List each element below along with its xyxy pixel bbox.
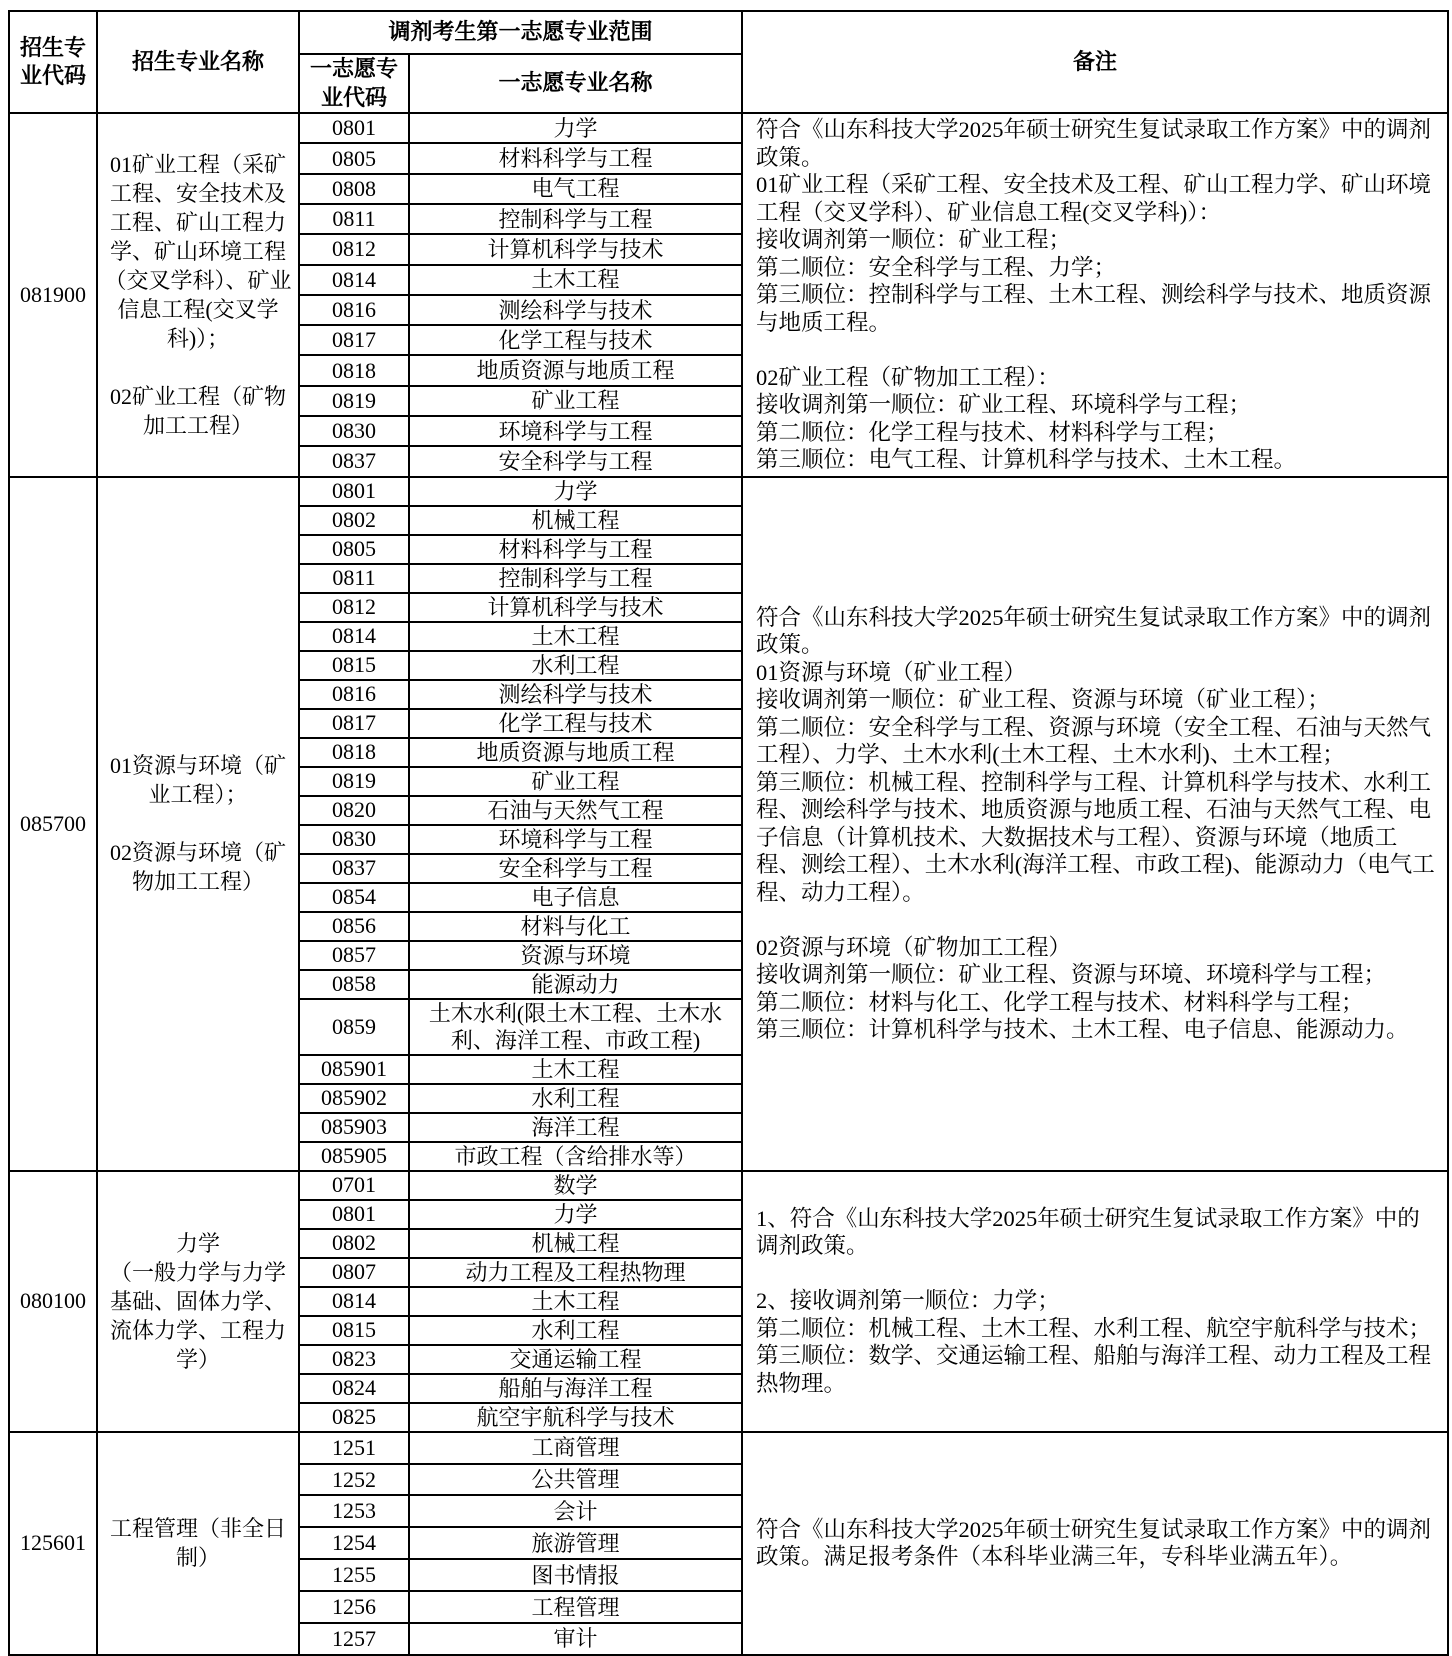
para-blank [102, 809, 294, 838]
first-choice-code-cell: 0814 [299, 622, 409, 651]
line: 接收调剂第一顺位：矿业工程、环境科学与工程； [756, 392, 1252, 418]
table-body [9, 113, 1448, 1655]
line: 第三顺位：机械工程、控制科学与工程、计算机科学与技术、水利工程、测绘科学与技术、地质资源与地质工程、石油与天然气工程、电子信息（计算机技术、大数据技术与工程）、资源与环境（地质工程、测绘工程）、土木水利(海洋工程、市政工程)、能源动力（电气工程、动力工程）。 [756, 769, 1435, 905]
line: 第三顺位：数学、交通运输工程、船舶与海洋工程、动力工程及工程热物理。 [756, 1343, 1432, 1396]
first-choice-code-cell: 0815 [299, 1316, 409, 1345]
first-choice-name-cell: 矿业工程 [409, 767, 742, 796]
line: 01矿业工程（采矿工程、安全技术及工程、矿山工程力学、矿山环境工程（交叉学科）、矿业信息工程(交叉学科)）： [756, 172, 1432, 225]
line: 2、接收调剂第一顺位：力学； [756, 1288, 1060, 1314]
first-choice-code-cell: 0819 [299, 767, 409, 796]
admission-code-cell: 080100 [9, 1171, 97, 1432]
line: 第二顺位：安全科学与工程、资源与环境（安全工程、石油与天然气工程）、力学、土木水利(土木工程、土木水利)、土木工程； [756, 714, 1432, 768]
first-choice-code-cell: 0807 [299, 1258, 409, 1287]
first-choice-name-cell: 交通运输工程 [409, 1345, 742, 1374]
first-choice-name-cell: 会计 [409, 1495, 742, 1527]
first-choice-name-cell: 土木工程 [409, 622, 742, 651]
first-choice-code-cell: 0701 [299, 1171, 409, 1200]
first-choice-name-cell: 水利工程 [409, 1084, 742, 1113]
para: 02矿业工程（矿物加工工程） [109, 383, 286, 438]
first-choice-code-cell: 1256 [299, 1591, 409, 1623]
admission-name-cell [97, 477, 299, 1171]
remarks-cell [742, 1171, 1448, 1432]
first-choice-name-cell: 土木工程 [409, 1287, 742, 1316]
first-choice-name-cell: 能源动力 [409, 970, 742, 999]
first-choice-code-cell: 0856 [299, 912, 409, 941]
first-choice-code-cell: 0816 [299, 680, 409, 709]
first-choice-code-cell: 1257 [299, 1623, 409, 1655]
first-choice-name-cell: 工程管理 [409, 1591, 742, 1623]
first-choice-name-cell: 地质资源与地质工程 [409, 738, 742, 767]
first-choice-code-cell: 0814 [299, 1287, 409, 1316]
line: 第二顺位：材料与化工、化学工程与技术、材料科学与工程； [756, 989, 1364, 1015]
first-choice-code-cell: 0805 [299, 143, 409, 173]
line: 第三顺位：电气工程、计算机科学与技术、土木工程。 [756, 447, 1297, 473]
first-choice-name-cell: 材料科学与工程 [409, 143, 742, 173]
first-choice-code-cell: 085902 [299, 1084, 409, 1113]
admission-name-cell [97, 1432, 299, 1655]
first-choice-code-cell: 0857 [299, 941, 409, 970]
first-choice-code-cell: 0837 [299, 446, 409, 476]
line: 第二顺位：化学工程与技术、材料科学与工程； [756, 419, 1229, 445]
transfer-major-table-container [8, 10, 1449, 1656]
admission-code-cell: 085700 [9, 477, 97, 1171]
col-header-first-choice-range: 调剂考生第一志愿专业范围 [299, 11, 742, 54]
col-header-first-choice-code: 一志愿专业代码 [299, 54, 409, 113]
para: 02资源与环境（矿物加工工程） [109, 840, 286, 895]
first-choice-name-cell: 材料与化工 [409, 912, 742, 941]
para: 01资源与环境（矿业工程）； [109, 753, 286, 808]
first-choice-name-cell: 机械工程 [409, 506, 742, 535]
first-choice-code-cell: 0830 [299, 825, 409, 854]
header-row-1 [9, 11, 1448, 54]
first-choice-code-cell: 1252 [299, 1464, 409, 1496]
transfer-major-table [8, 10, 1449, 1656]
first-choice-code-cell: 0812 [299, 234, 409, 264]
first-choice-name-cell: 审计 [409, 1623, 742, 1655]
first-choice-name-cell: 水利工程 [409, 651, 742, 680]
first-choice-code-cell: 0801 [299, 477, 409, 506]
first-choice-name-cell: 工商管理 [409, 1432, 742, 1464]
line: 接收调剂第一顺位：矿业工程、资源与环境（矿业工程）； [756, 687, 1330, 713]
remarks-cell [742, 1432, 1448, 1655]
col-header-admission-name: 招生专业名称 [97, 11, 299, 113]
first-choice-code-cell: 0824 [299, 1374, 409, 1403]
line: 第三顺位：计算机科学与技术、土木工程、电子信息、能源动力。 [756, 1017, 1409, 1043]
para: 力学 [175, 1230, 220, 1256]
first-choice-code-cell: 0805 [299, 535, 409, 564]
first-choice-name-cell: 计算机科学与技术 [409, 593, 742, 622]
first-choice-code-cell: 0811 [299, 204, 409, 234]
line: 第三顺位：控制科学与工程、土木工程、测绘科学与技术、地质资源与地质工程。 [756, 282, 1432, 335]
line: 第二顺位：安全科学与工程、力学； [756, 254, 1117, 280]
line: 02矿业工程（矿物加工工程）： [756, 364, 1060, 390]
line-blank [756, 336, 1435, 364]
first-choice-name-cell: 测绘科学与技术 [409, 680, 742, 709]
first-choice-code-cell: 0801 [299, 1200, 409, 1229]
first-choice-name-cell: 化学工程与技术 [409, 709, 742, 738]
first-choice-code-cell: 0802 [299, 1229, 409, 1258]
first-choice-name-cell: 电子信息 [409, 883, 742, 912]
first-choice-code-cell: 0816 [299, 295, 409, 325]
first-choice-code-cell: 0817 [299, 325, 409, 355]
first-choice-code-cell: 0823 [299, 1345, 409, 1374]
line: 接收调剂第一顺位：矿业工程； [756, 227, 1072, 253]
first-choice-name-cell: 化学工程与技术 [409, 325, 742, 355]
first-choice-name-cell: 控制科学与工程 [409, 204, 742, 234]
table-row [9, 477, 1448, 506]
first-choice-code-cell: 1255 [299, 1559, 409, 1591]
first-choice-code-cell: 0820 [299, 796, 409, 825]
table-row [9, 113, 1448, 143]
first-choice-name-cell: 环境科学与工程 [409, 825, 742, 854]
first-choice-name-cell: 土木工程 [409, 265, 742, 295]
remarks-cell [742, 477, 1448, 1171]
first-choice-code-cell: 0819 [299, 386, 409, 416]
first-choice-code-cell: 0815 [299, 651, 409, 680]
first-choice-code-cell: 0818 [299, 738, 409, 767]
first-choice-name-cell: 矿业工程 [409, 386, 742, 416]
line-blank [756, 906, 1435, 934]
first-choice-name-cell: 控制科学与工程 [409, 564, 742, 593]
admission-name-cell [97, 113, 299, 477]
first-choice-name-cell: 水利工程 [409, 1316, 742, 1345]
first-choice-name-cell: 安全科学与工程 [409, 854, 742, 883]
first-choice-name-cell: 航空宇航科学与技术 [409, 1403, 742, 1432]
first-choice-code-cell: 1254 [299, 1527, 409, 1559]
first-choice-code-cell: 0858 [299, 970, 409, 999]
table-row [9, 1432, 1448, 1464]
first-choice-name-cell: 图书情报 [409, 1559, 742, 1591]
line: 符合《山东科技大学2025年硕士研究生复试录取工作方案》中的调剂政策。满足报考条件（本科毕业满三年，专科毕业满五年）。 [756, 1516, 1432, 1570]
first-choice-name-cell: 土木水利(限土木工程、土木水利、海洋工程、市政工程) [409, 999, 742, 1055]
first-choice-code-cell: 0817 [299, 709, 409, 738]
first-choice-name-cell: 旅游管理 [409, 1527, 742, 1559]
first-choice-code-cell: 0801 [299, 113, 409, 143]
first-choice-name-cell: 市政工程（含给排水等） [409, 1142, 742, 1171]
para: 工程管理（非全日制） [109, 1516, 286, 1571]
line-blank [756, 1260, 1435, 1288]
col-header-remarks: 备注 [742, 11, 1448, 113]
first-choice-name-cell: 土木工程 [409, 1055, 742, 1084]
line: 符合《山东科技大学2025年硕士研究生复试录取工作方案》中的调剂政策。 [756, 117, 1432, 170]
first-choice-code-cell: 1253 [299, 1495, 409, 1527]
first-choice-name-cell: 力学 [409, 1200, 742, 1229]
first-choice-name-cell: 力学 [409, 113, 742, 143]
first-choice-name-cell: 船舶与海洋工程 [409, 1374, 742, 1403]
first-choice-code-cell: 085901 [299, 1055, 409, 1084]
first-choice-name-cell: 电气工程 [409, 174, 742, 204]
first-choice-name-cell: 资源与环境 [409, 941, 742, 970]
first-choice-name-cell: 材料科学与工程 [409, 535, 742, 564]
first-choice-name-cell: 动力工程及工程热物理 [409, 1258, 742, 1287]
line: 1、符合《山东科技大学2025年硕士研究生复试录取工作方案》中的调剂政策。 [756, 1205, 1420, 1259]
first-choice-name-cell: 计算机科学与技术 [409, 234, 742, 264]
first-choice-name-cell: 环境科学与工程 [409, 416, 742, 446]
first-choice-code-cell: 0808 [299, 174, 409, 204]
first-choice-code-cell: 0825 [299, 1403, 409, 1432]
first-choice-code-cell: 085903 [299, 1113, 409, 1142]
first-choice-name-cell: 公共管理 [409, 1464, 742, 1496]
col-header-first-choice-name: 一志愿专业名称 [409, 54, 742, 113]
admission-code-cell: 081900 [9, 113, 97, 477]
first-choice-code-cell: 0859 [299, 999, 409, 1055]
col-header-admission-code: 招生专业代码 [9, 11, 97, 113]
line: 02资源与环境（矿物加工工程） [756, 934, 1072, 960]
first-choice-name-cell: 数学 [409, 1171, 742, 1200]
table-row [9, 1171, 1448, 1200]
line: 第二顺位：机械工程、土木工程、水利工程、航空宇航科学与技术； [756, 1315, 1432, 1341]
first-choice-code-cell: 0812 [299, 593, 409, 622]
first-choice-name-cell: 海洋工程 [409, 1113, 742, 1142]
first-choice-code-cell: 1251 [299, 1432, 409, 1464]
line: 符合《山东科技大学2025年硕士研究生复试录取工作方案》中的调剂政策。 [756, 604, 1432, 658]
first-choice-code-cell: 0811 [299, 564, 409, 593]
first-choice-code-cell: 0837 [299, 854, 409, 883]
para: （一般力学与力学基础、固体力学、流体力学、工程力学） [109, 1259, 286, 1372]
first-choice-name-cell: 机械工程 [409, 1229, 742, 1258]
first-choice-code-cell: 085905 [299, 1142, 409, 1171]
first-choice-code-cell: 0854 [299, 883, 409, 912]
first-choice-code-cell: 0814 [299, 265, 409, 295]
first-choice-name-cell: 测绘科学与技术 [409, 295, 742, 325]
first-choice-name-cell: 石油与天然气工程 [409, 796, 742, 825]
para: 01矿业工程（采矿工程、安全技术及工程、矿山工程力学、矿山环境工程（交叉学科）、矿业信息工程(交叉学科)）； [104, 151, 292, 351]
admission-name-cell [97, 1171, 299, 1432]
admission-code-cell: 125601 [9, 1432, 97, 1655]
first-choice-code-cell: 0802 [299, 506, 409, 535]
first-choice-name-cell: 安全科学与工程 [409, 446, 742, 476]
first-choice-code-cell: 0818 [299, 355, 409, 385]
remarks-cell [742, 113, 1448, 477]
para-blank [102, 353, 294, 382]
line: 接收调剂第一顺位：矿业工程、资源与环境、环境科学与工程； [756, 962, 1387, 988]
first-choice-name-cell: 力学 [409, 477, 742, 506]
line: 01资源与环境（矿业工程） [756, 659, 1027, 685]
first-choice-name-cell: 地质资源与地质工程 [409, 355, 742, 385]
first-choice-code-cell: 0830 [299, 416, 409, 446]
